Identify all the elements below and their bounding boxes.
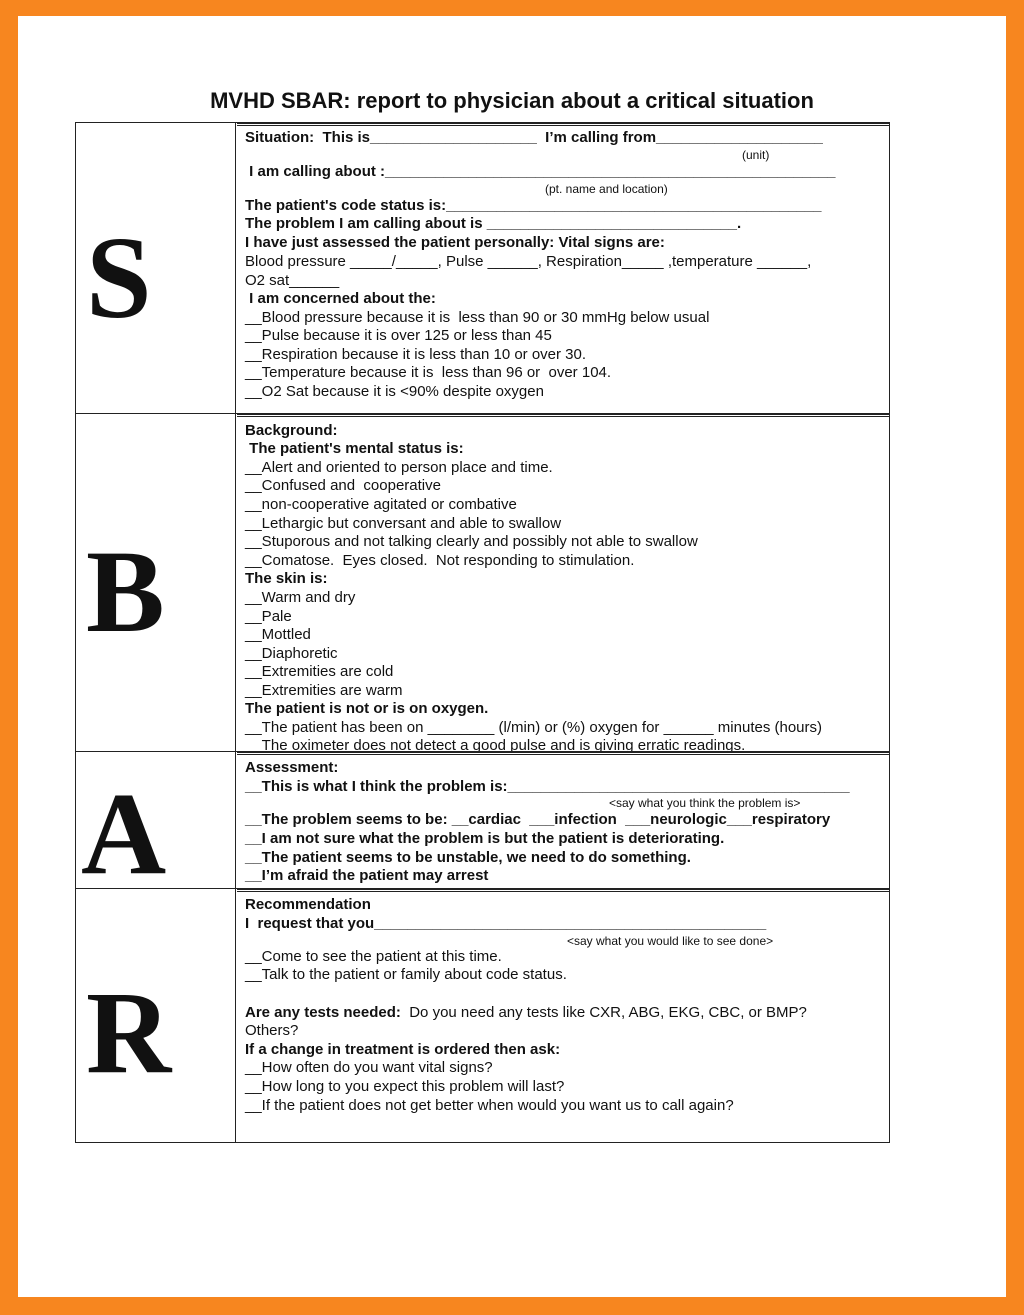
vital-frequency-line: __How often do you want vital signs? (245, 1059, 493, 1076)
skin-heading: The skin is: (245, 570, 328, 587)
oximeter-line: __The oximeter does not detect a good pulse and is giving erratic readings. (245, 737, 746, 754)
code-status-talk-line: __Talk to the patient or family about code status. (245, 966, 567, 983)
request-line: I request that you_______________________________________________ (245, 915, 767, 932)
skin-extremities-warm: __Extremities are warm (245, 682, 403, 699)
assessment-heading: Assessment: (245, 759, 339, 776)
section-situation (75, 122, 890, 414)
tests-label: Are any tests needed: (245, 1004, 401, 1021)
mental-lethargic: __Lethargic but conversant and able to swallow (245, 515, 562, 532)
vital-signs-line: Blood pressure _____/_____, Pulse ______, Respiration_____ ,temperature ______, (245, 253, 812, 270)
section-assessment (75, 751, 890, 899)
o2-sat-line: O2 sat______ (245, 272, 340, 289)
skin-diaphoretic: __Diaphoretic (245, 645, 338, 662)
section-letter-b: B (86, 526, 165, 657)
mental-status-heading: The patient's mental status is: (245, 440, 464, 457)
unit-caption: (unit) (742, 148, 770, 162)
concern-temperature: __Temperature because it is less than 96 or over 104. (245, 364, 612, 381)
come-see-line: __Come to see the patient at this time. (245, 948, 502, 965)
recommendation-heading: Recommendation (245, 896, 371, 913)
section-letter-s: S (86, 212, 152, 343)
section-content-s (237, 123, 889, 413)
section-letter-a: A (81, 768, 167, 899)
deteriorating-line: __I am not sure what the problem is but the patient is deteriorating. (245, 830, 725, 847)
problem-duration-line: __How long to you expect this problem will last? (245, 1078, 565, 1095)
calling-about-line: I am calling about :______________________________________________________ (245, 163, 836, 180)
mental-stuporous: __Stuporous and not talking clearly and possibly not able to swallow (245, 533, 698, 550)
concerned-heading: I am concerned about the: (245, 290, 436, 307)
section-recommendation (75, 888, 890, 1143)
skin-extremities-cold: __Extremities are cold (245, 663, 394, 680)
oxygen-heading: The patient is not or is on oxygen. (245, 700, 489, 717)
mental-alert: __Alert and oriented to person place and time. (245, 459, 553, 476)
skin-pale: __Pale (245, 608, 292, 625)
say-done-caption: <say what you would like to see done> (567, 934, 774, 948)
vital-signs-heading: I have just assessed the patient personally: Vital signs are: (245, 234, 665, 251)
tests-text: Do you need any tests like CXR, ABG, EKG, CBC, or BMP? (400, 1004, 807, 1021)
document-title: MVHD SBAR: report to physician about a critical situation (210, 88, 814, 113)
code-status-line: The patient's code status is:_____________________________________________ (245, 197, 822, 214)
section-letter-r: R (86, 967, 172, 1098)
letter-cell-b (76, 414, 236, 751)
skin-mottled: __Mottled (245, 626, 311, 643)
call-again-line: __If the patient does not get better when would you want us to call again? (245, 1097, 734, 1114)
unstable-line: __The patient seems to be unstable, we need to do something. (245, 849, 691, 866)
letter-cell-s (76, 123, 236, 413)
patient-name-caption: (pt. name and location) (545, 182, 668, 196)
section-content-r (237, 889, 889, 1142)
mental-comatose: __Comatose. Eyes closed. Not responding to stimulation. (245, 552, 635, 569)
section-background (75, 413, 890, 752)
tests-line (245, 1004, 807, 1022)
concern-blood-pressure: __Blood pressure because it is less than 90 or 30 mmHg below usual (245, 309, 710, 326)
think-problem-line: __This is what I think the problem is:_________________________________________ (245, 778, 850, 795)
concern-o2-sat: __O2 Sat because it is <90% despite oxygen (245, 383, 544, 400)
problem-line: The problem I am calling about is ______________________________. (245, 215, 742, 232)
concern-respiration: __Respiration because it is less than 10 or over 30. (245, 346, 587, 363)
section-content-a (237, 752, 889, 888)
say-problem-caption: <say what you think the problem is> (609, 796, 801, 810)
others-line: Others? (245, 1022, 299, 1039)
letter-cell-a (76, 752, 236, 899)
letter-cell-r (76, 889, 236, 1142)
change-treatment-heading: If a change in treatment is ordered then ask: (245, 1041, 561, 1058)
concern-pulse: __Pulse because it is over 125 or less than 45 (245, 327, 552, 344)
oxygen-rate-line: __The patient has been on ________ (l/min) or (%) oxygen for ______ minutes (hours) (245, 719, 823, 736)
situation-line: Situation: This is____________________ I’m calling from____________________ (245, 129, 823, 146)
background-heading: Background: (245, 422, 338, 439)
mental-confused: __Confused and cooperative (245, 477, 441, 494)
section-content-b (237, 414, 889, 754)
mental-non-cooperative: __non-cooperative agitated or combative (245, 496, 517, 513)
arrest-line: __I’m afraid the patient may arrest (245, 867, 489, 884)
skin-warm-dry: __Warm and dry (245, 589, 356, 606)
problem-type-line: __The problem seems to be: __cardiac ___infection ___neurologic___respiratory (245, 811, 831, 828)
